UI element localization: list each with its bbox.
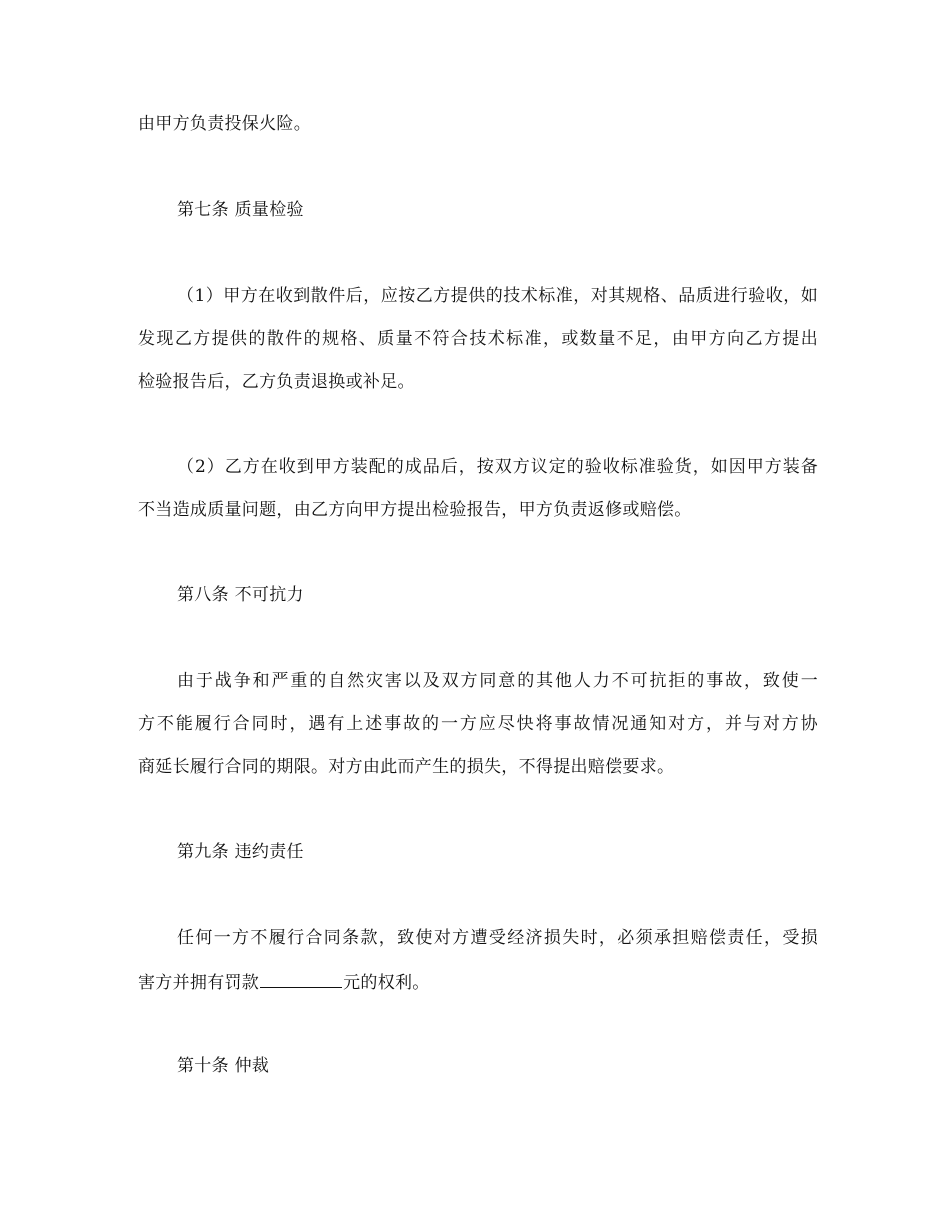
paragraph-fire-insurance: 由甲方负责投保火险。 <box>138 114 311 134</box>
article-7-heading: 第七条 质量检验 <box>177 200 304 220</box>
article-7-p2-line-1: （2）乙方在收到甲方装配的成品后，按双方议定的验收标准验货，如因甲方装备 <box>177 457 818 477</box>
article-7-p2-line-2: 不当造成质量问题，由乙方向甲方提出检验报告，甲方负责返修或赔偿。 <box>138 500 692 520</box>
article-8-p-line-2: 方不能履行合同时，遇有上述事故的一方应尽快将事故情况通知对方，并与对方协 <box>138 714 818 734</box>
article-8-p-line-3: 商延长履行合同的期限。对方由此而产生的损失，不得提出赔偿要求。 <box>138 757 675 777</box>
article-10-heading: 第十条 仲裁 <box>177 1056 270 1076</box>
article-9-heading: 第九条 违约责任 <box>177 842 304 862</box>
article-7-p1-line-2: 发现乙方提供的散件的规格、质量不符合技术标准，或数量不足，由甲方向乙方提出 <box>138 329 818 349</box>
article-7-p1-line-3: 检验报告后，乙方负责退换或补足。 <box>138 372 415 392</box>
article-9-p-line-1: 任何一方不履行合同条款，致使对方遭受经济损失时，必须承担赔偿责任，受损 <box>177 928 818 948</box>
article-7-p1-line-1: （1）甲方在收到散件后，应按乙方提供的技术标准，对其规格、品质进行验收，如 <box>177 286 818 306</box>
article-9-p-line-2 <box>138 969 818 995</box>
penalty-amount-blank <box>260 969 342 988</box>
article-9-p-line-2-after: 元的权利。 <box>343 973 430 993</box>
article-8-p-line-1: 由于战争和严重的自然灾害以及双方同意的其他人力不可抗拒的事故，致使一 <box>177 671 818 691</box>
article-8-heading: 第八条 不可抗力 <box>177 585 304 605</box>
article-9-p-line-2-before: 害方并拥有罚款 <box>138 973 260 993</box>
